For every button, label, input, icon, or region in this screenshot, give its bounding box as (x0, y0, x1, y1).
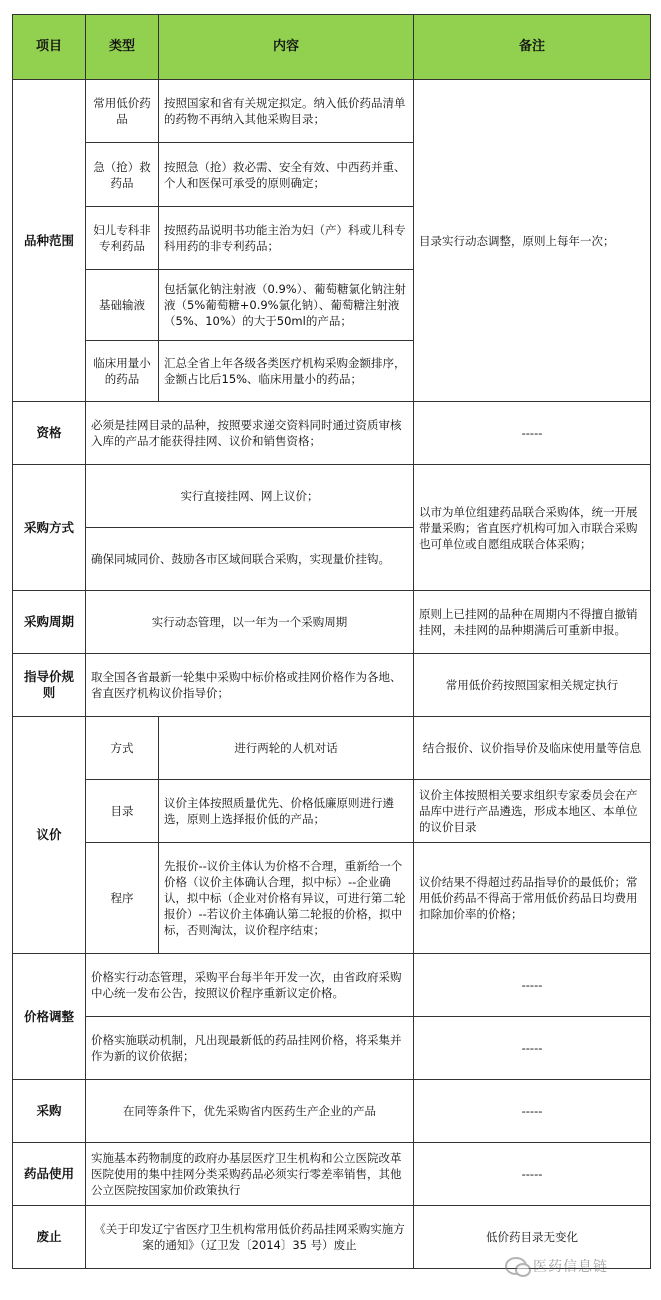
header-row (13, 15, 651, 80)
content-cell: 进行两轮的人机对话 (159, 717, 414, 780)
table-row (13, 80, 651, 143)
content-cell: 确保同城同价、鼓励各市区域间联合采购，实现量价挂钩。 (86, 528, 414, 591)
note-cell: ----- (414, 1017, 651, 1080)
project-qualification: 资格 (13, 402, 86, 465)
content-cell: 先报价--议价主体认为价格不合理，重新给一个价格（议价主体确认合理，拟中标）--企业确认，拟中标（企业对价格有异议，可进行第二轮报价）--若议价主体确认第二轮报的价格，拟中标，否则淘汰，议价程序结束； (159, 843, 414, 954)
project-period: 采购周期 (13, 591, 86, 654)
content-cell: 议价主体按照质量优先、价格低廉原则进行遴选，原则上选择报价低的产品； (159, 780, 414, 843)
note-cell: ----- (414, 1143, 651, 1206)
note-cell: 低价药目录无变化 (414, 1206, 651, 1269)
content-cell: 《关于印发辽宁省医疗卫生机构常用低价药品挂网采购实施方案的通知》（辽卫发〔2014〕35 号）废止 (86, 1206, 414, 1269)
type-cell: 目录 (86, 780, 159, 843)
policy-table (12, 14, 651, 1269)
content-cell: 实行动态管理，以一年为一个采购周期 (86, 591, 414, 654)
table-row (13, 780, 651, 843)
wechat-icon (505, 1257, 527, 1275)
table-row (13, 717, 651, 780)
project-usage: 药品使用 (13, 1143, 86, 1206)
table-row (13, 954, 651, 1017)
watermark-text: 医药信息链 (533, 1259, 608, 1275)
note-cell: ----- (414, 954, 651, 1017)
content-cell: 在同等条件下，优先采购省内医药生产企业的产品 (86, 1080, 414, 1143)
project-purchase: 采购 (13, 1080, 86, 1143)
note-cell: 结合报价、议价指导价及临床使用量等信息 (414, 717, 651, 780)
note-cell: 议价主体按照相关要求组织专家委员会在产品库中进行产品遴选，形成本地区、本单位的议价目录 (414, 780, 651, 843)
type-cell: 急（抢）救药品 (86, 143, 159, 207)
note-cell: 常用低价药按照国家相关规定执行 (414, 654, 651, 717)
table-row (13, 654, 651, 717)
content-cell: 价格实行动态管理，采购平台每半年开发一次，由省政府采购中心统一发布公告，按照议价程序重新议定价格。 (86, 954, 414, 1017)
content-cell: 汇总全省上年各级各类医疗机构采购金额排序，金额占比后15%、临床用量小的药品； (159, 341, 414, 402)
table-row (13, 591, 651, 654)
header-note: 备注 (414, 15, 651, 80)
header-project: 项目 (13, 15, 86, 80)
table-row (13, 843, 651, 954)
type-cell: 方式 (86, 717, 159, 780)
table-row (13, 1080, 651, 1143)
note-method: 以市为单位组建药品联合采购体，统一开展带量采购；省直医疗机构可加入市联合采购也可单位或自愿组成联合体采购； (414, 465, 651, 591)
project-variety: 品种范围 (13, 80, 86, 402)
note-cell: 议价结果不得超过药品指导价的最低价；常用低价药品不得高于常用低价药品日均费用扣除加价率的价格； (414, 843, 651, 954)
note-variety: 目录实行动态调整，原则上每年一次； (414, 80, 651, 402)
content-cell: 按照国家和省有关规定拟定。纳入低价药品清单的药物不再纳入其他采购目录； (159, 80, 414, 143)
type-cell: 常用低价药品 (86, 80, 159, 143)
table-row (13, 402, 651, 465)
header-content: 内容 (159, 15, 414, 80)
content-cell: 必须是挂网目录的品种，按照要求递交资料同时通过资质审核入库的产品才能获得挂网、议价和销售资格； (86, 402, 414, 465)
content-cell: 按照急（抢）救必需、安全有效、中西药并重、个人和医保可承受的原则确定； (159, 143, 414, 207)
type-cell: 妇儿专科非专利药品 (86, 207, 159, 270)
project-guide: 指导价规则 (13, 654, 86, 717)
table-row (13, 465, 651, 528)
header-type: 类型 (86, 15, 159, 80)
content-cell: 实行直接挂网、网上议价； (86, 465, 414, 528)
table-row (13, 1143, 651, 1206)
type-cell: 基础输液 (86, 270, 159, 341)
content-cell: 价格实施联动机制，凡出现最新低的药品挂网价格，将采集并作为新的议价依据； (86, 1017, 414, 1080)
table-row (13, 1017, 651, 1080)
note-cell: ----- (414, 402, 651, 465)
content-cell: 按照药品说明书功能主治为妇（产）科或儿科专科用药的非专利药品； (159, 207, 414, 270)
note-cell: 原则上已挂网的品种在周期内不得擅自撤销挂网，未挂网的品种期满后可重新申报。 (414, 591, 651, 654)
watermark (505, 1252, 655, 1280)
type-cell: 临床用量小的药品 (86, 341, 159, 402)
project-adjust: 价格调整 (13, 954, 86, 1080)
content-cell: 包括氯化钠注射液（0.9%）、葡萄糖氯化钠注射液（5%葡萄糖+0.9%氯化钠）、葡萄糖注射液（5%、10%）的大于50ml的产品； (159, 270, 414, 341)
content-cell: 实施基本药物制度的政府办基层医疗卫生机构和公立医院改革医院使用的集中挂网分类采购药品必须实行零差率销售，其他公立医院按国家加价政策执行 (86, 1143, 414, 1206)
project-method: 采购方式 (13, 465, 86, 591)
project-abolish: 废止 (13, 1206, 86, 1269)
project-bargain: 议价 (13, 717, 86, 954)
type-cell: 程序 (86, 843, 159, 954)
note-cell: ----- (414, 1080, 651, 1143)
content-cell: 取全国各省最新一轮集中采购中标价格或挂网价格作为各地、省直医疗机构议价指导价； (86, 654, 414, 717)
